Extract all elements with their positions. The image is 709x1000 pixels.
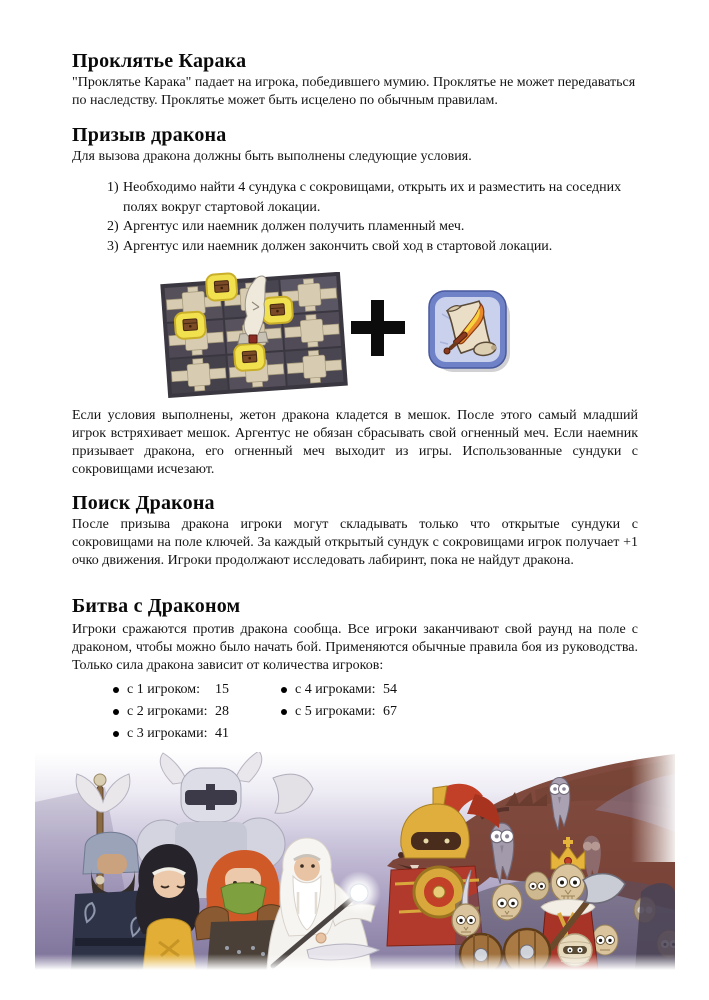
bullet-icon: [113, 687, 119, 693]
bullet-icon: [281, 709, 287, 715]
condition-text: Аргентус или наемник должен получить пламенный меч.: [123, 219, 465, 234]
strength-label: с 5 игроками:: [295, 704, 376, 719]
strength-value: 41: [215, 726, 229, 741]
summon-conditions-list: [107, 178, 640, 256]
battle-body: Игроки сражаются против дракона сообща. Все игроки заканчивают свой раунд на поле с драконом, чтобы можно было начать бой. Применяются обычные правила боя из руководства. Только сила дракона зависит от количества игроков:: [72, 622, 638, 673]
strength-item: [113, 723, 229, 745]
strength-value: 15: [215, 682, 229, 697]
strength-label: с 3 игроками:: [127, 726, 208, 741]
summon-heading: Призыв дракона: [72, 124, 227, 146]
search-heading: Поиск Дракона: [72, 492, 215, 514]
dragon-strength-list-col2: [281, 679, 397, 723]
plus-icon: [351, 300, 405, 356]
list-marker: 2): [107, 219, 119, 234]
bullet-icon: [281, 687, 287, 693]
dungeon-board-image: [152, 272, 348, 404]
strength-item: [281, 679, 397, 701]
list-item: [107, 217, 640, 237]
strength-label: с 4 игроками:: [295, 682, 376, 697]
search-body: После призыва дракона игроки могут складывать только что открытые сундуки с сокровищами на поле ключей. За каждый открытый сундук с сокровищами игрок получает +1 очко движения. Игроки продолжают исследовать лабиринт, пока не найдут дракона.: [72, 517, 638, 568]
summon-intro: Для вызова дракона должны быть выполнены следующие условия.: [72, 149, 472, 164]
bullet-icon: [113, 709, 119, 715]
list-marker: 1): [107, 180, 119, 195]
battle-heading: Битва с Драконом: [72, 595, 241, 617]
flaming-sword-token-icon: [428, 290, 512, 374]
summon-after-figure: Если условия выполнены, жетон дракона кладется в мешок. После этого самый младший игрок встряхивает мешок. Аргентус не обязан сбрасывать свой огненный меч. Если наемник призывает дракона, его огненный меч выходит из игры. Использованные сундуки с сокровищами исчезают.: [72, 408, 638, 477]
strength-label: с 1 игроком:: [127, 682, 201, 697]
list-item: [107, 237, 640, 257]
strength-value: 54: [383, 682, 397, 697]
list-marker: 3): [107, 238, 119, 254]
list-item: [107, 178, 640, 217]
condition-text: Аргентус или наемник должен закончить свой ход в стартовой локации.: [123, 238, 553, 254]
strength-item: [281, 701, 397, 723]
strength-value: 67: [383, 704, 397, 719]
curse-heading: Проклятье Карака: [72, 50, 247, 72]
strength-item: [113, 701, 229, 723]
condition-text: Необходимо найти 4 сундука с сокровищами, открыть их и разместить на соседних полях вокруг стартовой локации.: [123, 180, 622, 215]
bullet-icon: [113, 731, 119, 737]
strength-item: [113, 679, 229, 701]
curse-body: "Проклятье Карака" падает на игрока, победившего мумию. Проклятье не может передаваться по наследству. Проклятье может быть исцелено по обычным правилам.: [72, 75, 636, 108]
bottom-illustration: [35, 752, 675, 970]
black-haired-girl: [136, 844, 200, 970]
strength-label: с 2 игроками:: [127, 704, 208, 719]
strength-value: 28: [215, 704, 229, 719]
dragon-strength-list-col1: [113, 679, 229, 745]
